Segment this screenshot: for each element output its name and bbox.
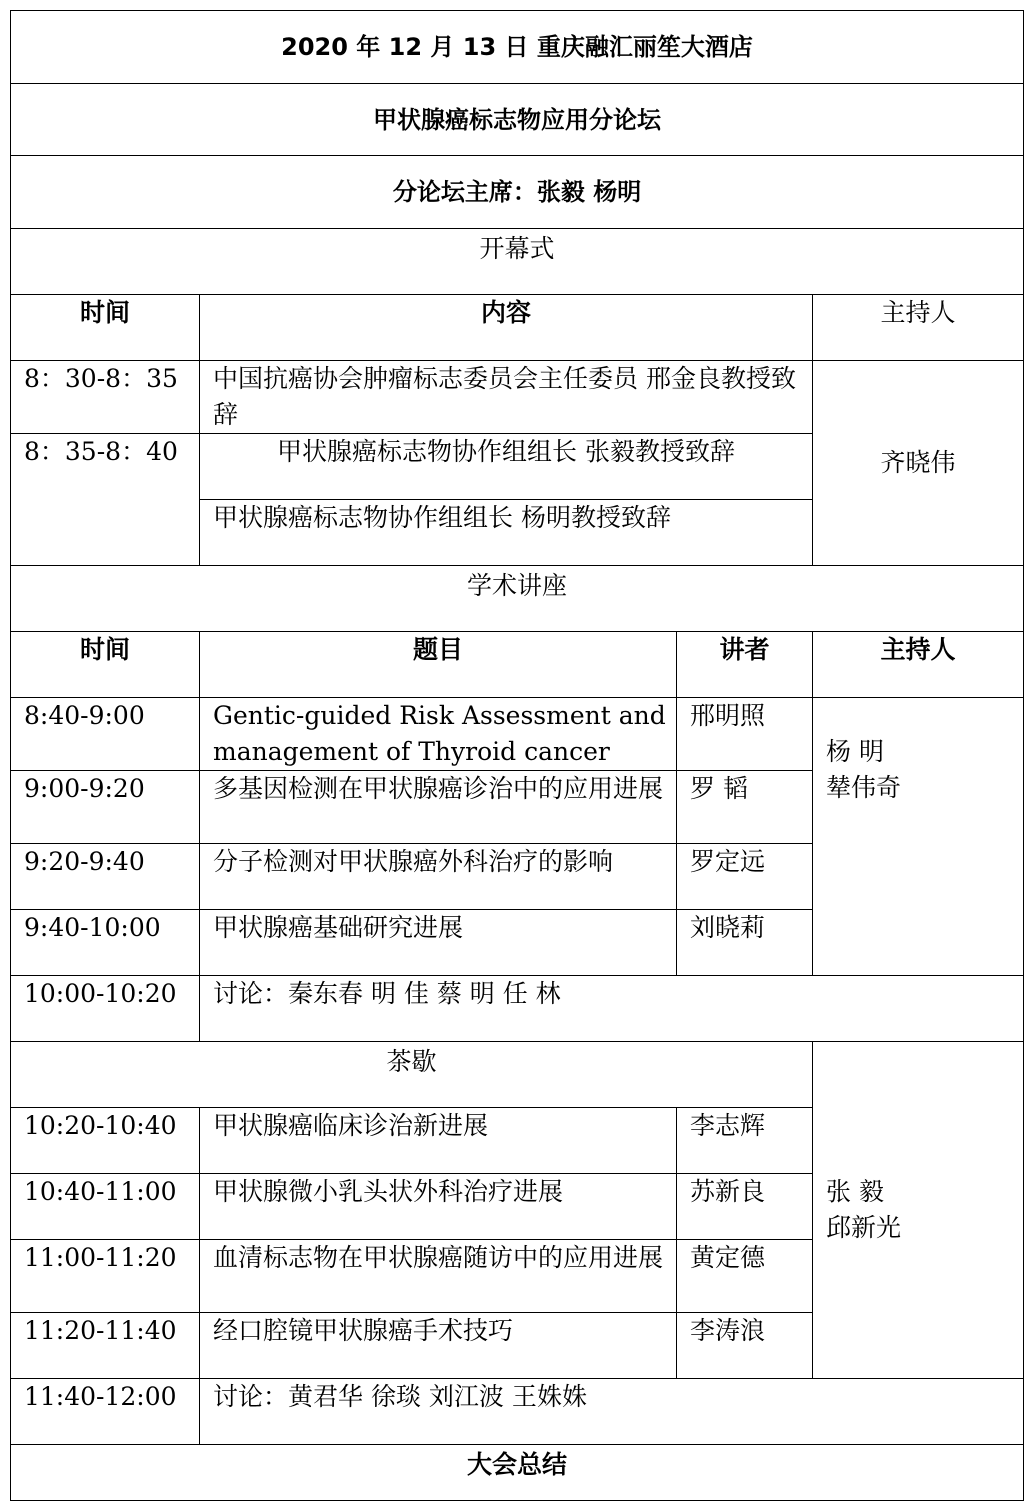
lecture-time: 10:40-11:00: [11, 1174, 200, 1240]
lecture-topic: 血清标志物在甲状腺癌随访中的应用进展: [200, 1240, 677, 1313]
lecture-speaker: 苏新良: [677, 1174, 813, 1240]
lectures-header-row: [11, 632, 1024, 698]
lecture-row: [11, 698, 1024, 771]
opening-header-row: [11, 295, 1024, 361]
opening-content: 中国抗癌协会肿瘤标志委员会主任委员 邢金良教授致辞: [200, 361, 813, 434]
forum-title: 甲状腺癌标志物应用分论坛: [11, 84, 1024, 156]
session2-host: 张 毅: [826, 1177, 884, 1206]
lectures-col-topic: 题目: [200, 632, 677, 698]
session1-host: 杨 明: [826, 737, 884, 766]
opening-time: 8：30-8：35: [11, 361, 200, 434]
lecture-topic: 经口腔镜甲状腺癌手术技巧: [200, 1313, 677, 1379]
lectures-col-time: 时间: [11, 632, 200, 698]
lecture-topic: 分子检测对甲状腺癌外科治疗的影响: [200, 844, 677, 910]
opening-time: 8：35-8：40: [11, 434, 200, 566]
closing-section-row: [11, 1445, 1024, 1501]
session2-hosts: [813, 1042, 1024, 1379]
agenda-document: [10, 10, 1023, 1501]
lecture-speaker: 黄定德: [677, 1240, 813, 1313]
discussion-text: 讨论：黄君华 徐琰 刘江波 王姝姝: [200, 1379, 1024, 1445]
opening-content: 甲状腺癌标志物协作组组长 张毅教授致辞: [200, 434, 813, 500]
discussion-time: 11:40-12:00: [11, 1379, 200, 1445]
closing-section-title: 大会总结: [11, 1445, 1024, 1501]
session1-hosts: [813, 698, 1024, 976]
lectures-col-speaker: 讲者: [677, 632, 813, 698]
lecture-topic: 多基因检测在甲状腺癌诊治中的应用进展: [200, 771, 677, 844]
lecture-topic: 甲状腺微小乳头状外科治疗进展: [200, 1174, 677, 1240]
opening-section-title: 开幕式: [11, 229, 1024, 295]
lecture-topic: 甲状腺癌临床诊治新进展: [200, 1108, 677, 1174]
opening-col-time: 时间: [11, 295, 200, 361]
lectures-col-host: 主持人: [813, 632, 1024, 698]
lecture-speaker: 罗 韬: [677, 771, 813, 844]
tea-break-row: [11, 1042, 1024, 1108]
opening-col-host: 主持人: [813, 295, 1024, 361]
lecture-time: 9:20-9:40: [11, 844, 200, 910]
lecture-time: 11:00-11:20: [11, 1240, 200, 1313]
agenda-table: [10, 10, 1024, 1501]
lecture-speaker: 刘晓莉: [677, 910, 813, 976]
lecture-speaker: 邢明照: [677, 698, 813, 771]
opening-row: [11, 361, 1024, 434]
session1-host: 辇伟奇: [826, 773, 902, 802]
lecture-time: 10:20-10:40: [11, 1108, 200, 1174]
lecture-time: 11:20-11:40: [11, 1313, 200, 1379]
opening-host: 齐晓伟: [813, 361, 1024, 566]
discussion-row: [11, 1379, 1024, 1445]
lecture-speaker: 罗定远: [677, 844, 813, 910]
chairs-row: [11, 156, 1024, 229]
lecture-speaker: 李涛浪: [677, 1313, 813, 1379]
date-venue: 2020 年 12 月 13 日 重庆融汇丽笙大酒店: [11, 11, 1024, 84]
lectures-section-title: 学术讲座: [11, 566, 1024, 632]
opening-content: 甲状腺癌标志物协作组组长 杨明教授致辞: [200, 500, 813, 566]
discussion-time: 10:00-10:20: [11, 976, 200, 1042]
tea-break: 茶歇: [11, 1042, 813, 1108]
discussion-row: [11, 976, 1024, 1042]
session2-host: 邱新光: [826, 1213, 902, 1242]
lecture-topic: 甲状腺癌基础研究进展: [200, 910, 677, 976]
discussion-text: 讨论：秦东春 明 佳 蔡 明 任 林: [200, 976, 1024, 1042]
lecture-time: 9:00-9:20: [11, 771, 200, 844]
lecture-speaker: 李志辉: [677, 1108, 813, 1174]
forum-title-row: [11, 84, 1024, 156]
opening-col-content: 内容: [200, 295, 813, 361]
opening-section-row: [11, 229, 1024, 295]
lecture-time: 8:40-9:00: [11, 698, 200, 771]
lecture-topic: Gentic-guided Risk Assessment and management of Thyroid cancer: [200, 698, 677, 771]
lectures-section-row: [11, 566, 1024, 632]
lecture-time: 9:40-10:00: [11, 910, 200, 976]
date-venue-row: [11, 11, 1024, 84]
forum-chairs: 分论坛主席：张毅 杨明: [11, 156, 1024, 229]
